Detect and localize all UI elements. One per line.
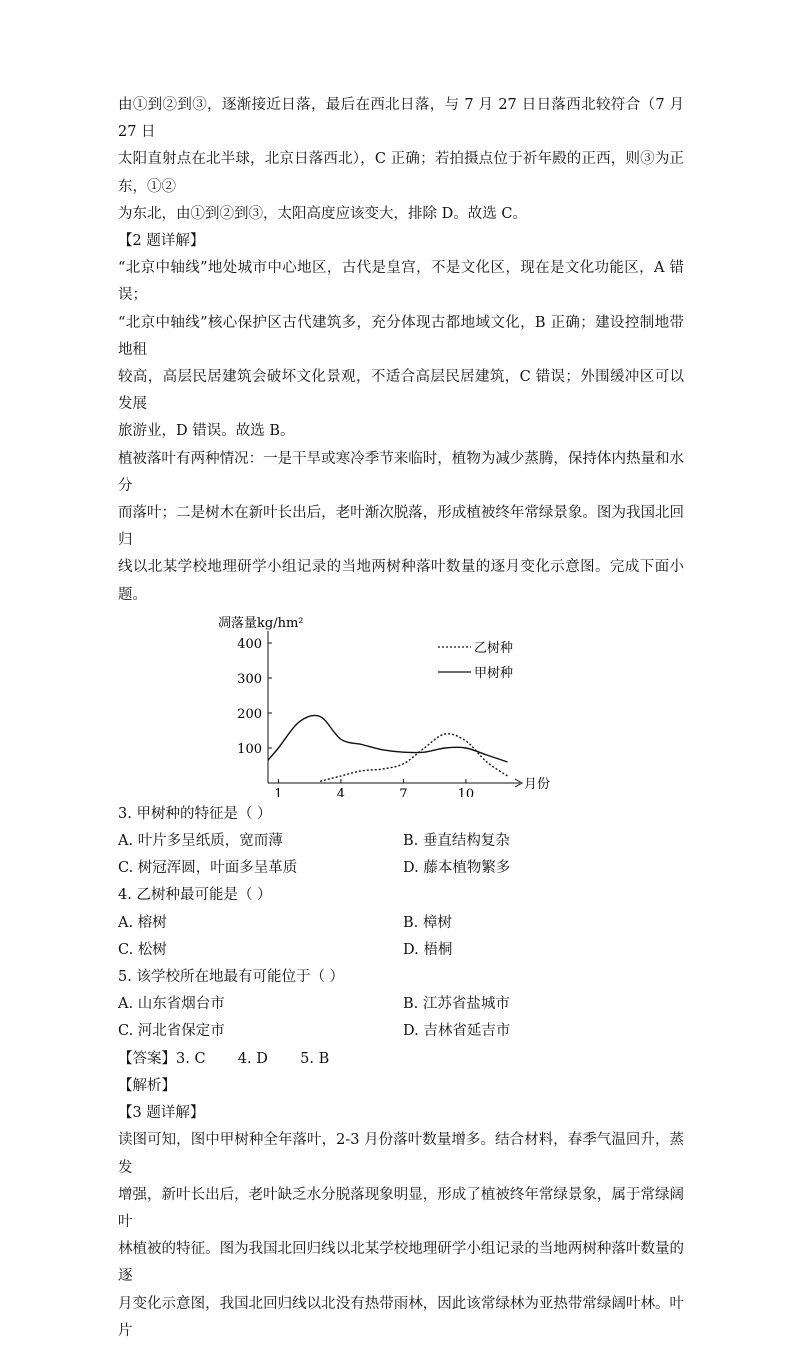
x-tick-label: 1 bbox=[274, 786, 283, 797]
chart-svg bbox=[118, 611, 684, 797]
x-axis-label: 月份 bbox=[524, 776, 551, 792]
option-d[interactable]: D. 梧桐 bbox=[403, 941, 453, 958]
page-content bbox=[118, 92, 684, 1345]
option-b[interactable]: B. 江苏省盐城市 bbox=[403, 996, 510, 1013]
q3-paragraph bbox=[118, 1127, 684, 1345]
y-tick-label: 300 bbox=[237, 671, 262, 687]
text-line: 由①到②到③，逐渐接近日落，最后在西北日落，与 7 月 27 日日落西北较符合（7 月 27 日 bbox=[118, 97, 684, 141]
option-a[interactable]: A. 榕树 bbox=[118, 914, 167, 931]
option-c[interactable]: C. 松树 bbox=[118, 941, 167, 958]
text-line: 植被落叶有两种情况：一是干旱或寒冷季节来临时，植物为减少蒸腾，保持体内热量和水分 bbox=[118, 450, 684, 494]
analysis-heading: 【解析】 bbox=[118, 1077, 176, 1094]
text-line: “北京中轴线”核心保护区古代建筑多，充分体现古都地域文化，B 正确；建设控制地带地租 bbox=[118, 314, 684, 358]
option-c[interactable]: C. 河北省保定市 bbox=[118, 1023, 225, 1040]
option-a[interactable]: A. 山东省烟台市 bbox=[118, 996, 225, 1013]
text-line: “北京中轴线”地处城市中心地区，古代是皇宫，不是文化区，现在是文化功能区，A 错误； bbox=[118, 260, 684, 304]
y-tick-label: 400 bbox=[237, 636, 262, 652]
text-line: 林植被的特征。图为我国北回归线以北某学校地理研学小组记录的当地两树种落叶数量的逐 bbox=[118, 1241, 684, 1285]
q4-stem: 4. 乙树种最可能是（ ） bbox=[118, 887, 272, 904]
x-tick-label: 10 bbox=[457, 786, 475, 797]
legend-label: 甲树种 bbox=[474, 665, 514, 681]
option-d[interactable]: D. 吉林省延吉市 bbox=[403, 1023, 511, 1040]
text-line: 线以北某学校地理研学小组记录的当地两树种落叶数量的逐月变化示意图。完成下面小题。 bbox=[118, 559, 684, 603]
text-line: 增强，新叶长出后，老叶缺乏水分脱落现象明显，形成了植被终年常绿景象，属于常绿阔叶 bbox=[118, 1186, 684, 1230]
option-a[interactable]: A. 叶片多呈纸质，宽而薄 bbox=[118, 833, 283, 850]
text-line: 而落叶；二是树木在新叶长出后，老叶渐次脱落，形成植被终年常绿景象。图为我国北回归 bbox=[118, 505, 684, 549]
option-b[interactable]: B. 樟树 bbox=[403, 914, 452, 931]
q5-stem: 5. 该学校所在地最有可能位于（ ） bbox=[118, 969, 345, 986]
y-tick-label: 100 bbox=[237, 741, 262, 757]
text-line: 较高，高层民居建筑会破坏文化景观，不适合高层民居建筑，C 错误；外围缓冲区可以发展 bbox=[118, 369, 684, 413]
option-c[interactable]: C. 树冠浑圆，叶面多呈革质 bbox=[118, 860, 298, 877]
answer-line: 【答案】3. C 4. D 5. B bbox=[118, 1050, 330, 1067]
q2-paragraph bbox=[118, 255, 684, 445]
series-line-jia bbox=[268, 715, 508, 762]
q3-options bbox=[118, 828, 684, 882]
material-paragraph bbox=[118, 446, 684, 609]
q4-options bbox=[118, 910, 684, 964]
litterfall-chart bbox=[118, 611, 684, 797]
q5-options bbox=[118, 991, 684, 1045]
legend-label: 乙树种 bbox=[474, 640, 514, 656]
text-line: 为东北，由①到②到③，太阳高度应该变大，排除 D。故选 C。 bbox=[118, 205, 527, 222]
x-tick-label: 7 bbox=[399, 786, 408, 797]
option-b[interactable]: B. 垂直结构复杂 bbox=[403, 833, 510, 850]
q3-stem: 3. 甲树种的特征是（ ） bbox=[118, 805, 272, 822]
intro-paragraph bbox=[118, 92, 684, 228]
text-line: 旅游业，D 错误。故选 B。 bbox=[118, 423, 295, 440]
q3-heading: 【3 题详解】 bbox=[118, 1105, 205, 1122]
text-line: 读图可知，图中甲树种全年落叶，2-3 月份落叶数量增多。结合材料，春季气温回升，蒸发 bbox=[118, 1132, 684, 1176]
y-axis-label: 凋落量kg/hm² bbox=[218, 615, 304, 631]
q2-heading: 【2 题详解】 bbox=[118, 233, 205, 250]
y-tick-label: 200 bbox=[237, 706, 262, 722]
option-d[interactable]: D. 藤本植物繁多 bbox=[403, 860, 511, 877]
text-line: 太阳直射点在北半球，北京日落西北），C 正确；若拍摄点位于祈年殿的正西，则③为正东，①② bbox=[118, 151, 684, 195]
x-tick-label: 4 bbox=[336, 786, 346, 797]
series-line-yi bbox=[320, 734, 508, 782]
text-line: 月变化示意图，我国北回归线以北没有热带雨林，因此该常绿林为亚热带常绿阔叶林。叶片 bbox=[118, 1295, 684, 1339]
